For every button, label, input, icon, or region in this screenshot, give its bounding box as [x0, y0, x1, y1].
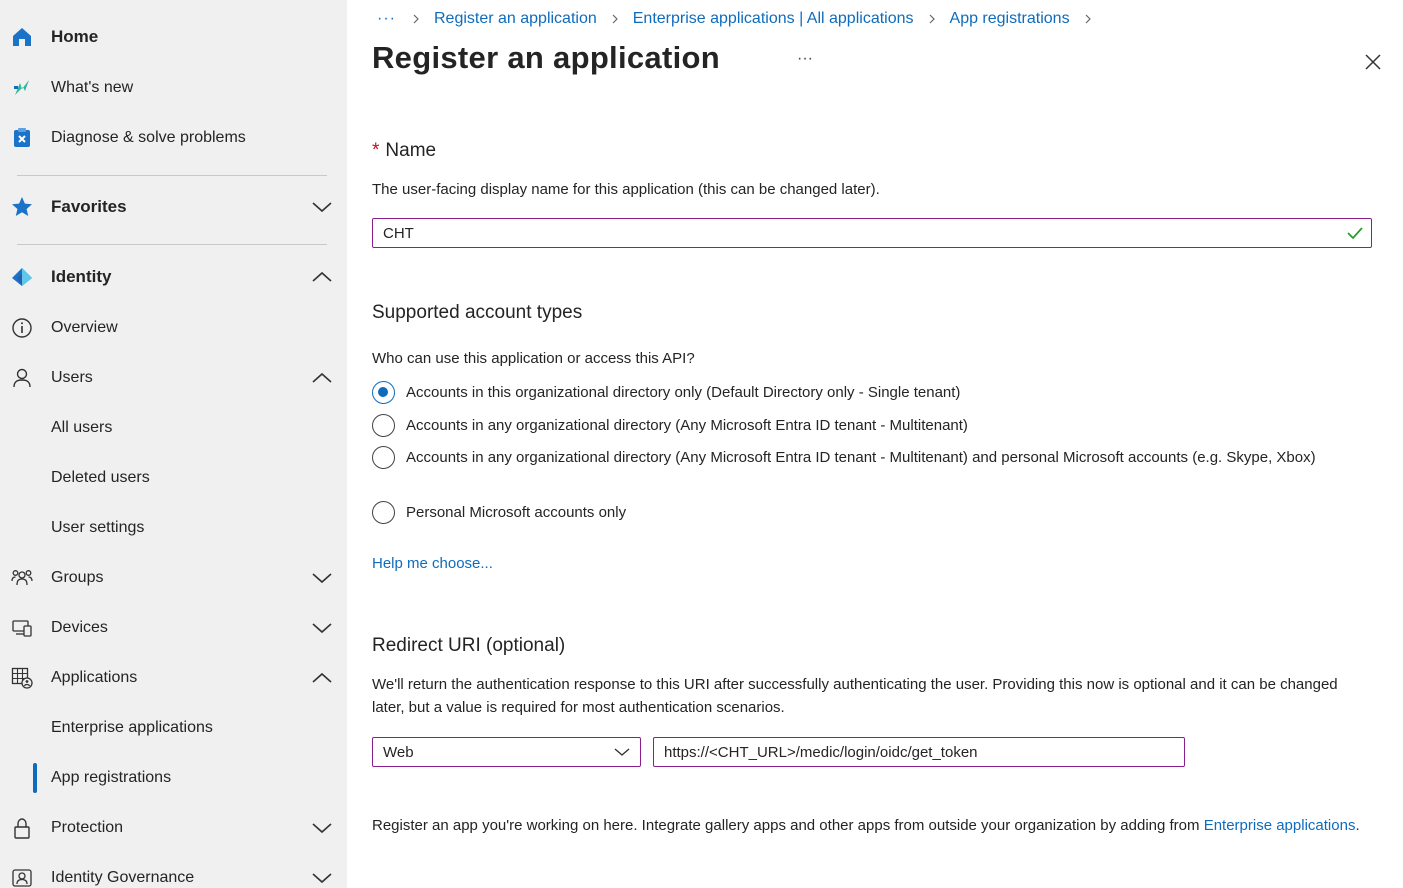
home-icon	[11, 26, 33, 48]
nav-whats-new-label: What's new	[51, 79, 134, 96]
nav-protection-label: Protection	[51, 819, 124, 836]
name-label	[372, 140, 436, 162]
page-more-button[interactable]: ···	[797, 50, 813, 67]
chevron-down-icon	[311, 821, 333, 835]
devices-icon	[11, 617, 33, 639]
nav-protection[interactable]	[0, 803, 347, 853]
nav-favorites[interactable]	[0, 182, 347, 232]
lock-icon	[11, 817, 33, 839]
nav-enterprise-applications[interactable]	[0, 703, 347, 753]
nav-enterprise-applications-label: Enterprise applications	[51, 719, 213, 736]
footer-note	[372, 814, 1372, 837]
account-type-option-label: Accounts in this organizational directory only (Default Directory only - Single tenant)	[406, 384, 961, 401]
diagnose-icon	[11, 127, 33, 149]
platform-select-value: Web	[383, 743, 414, 761]
nav-applications[interactable]	[0, 653, 347, 703]
chevron-down-icon	[614, 747, 630, 757]
whats-new-icon	[11, 77, 33, 99]
nav-groups[interactable]	[0, 553, 347, 603]
breadcrumb-enterprise-applications[interactable]: Enterprise applications | All applications	[632, 10, 914, 27]
nav-app-registrations-label: App registrations	[51, 769, 172, 786]
nav-user-settings[interactable]	[0, 503, 347, 553]
redirect-uri-input[interactable]	[653, 737, 1185, 767]
identity-icon	[11, 266, 33, 288]
nav-users-label: Users	[51, 369, 93, 386]
main-content	[347, 0, 1403, 888]
breadcrumb-register-application[interactable]: Register an application	[433, 10, 597, 27]
person-icon	[11, 367, 33, 389]
close-icon[interactable]	[1363, 52, 1383, 72]
chevron-down-icon	[311, 621, 333, 635]
page-title: Register an application	[372, 40, 720, 75]
name-label-text: Name	[385, 140, 437, 161]
redirect-uri-description: We'll return the authentication response to this URI after successfully authenticating the user. Providing this now is optional and it can be changed later, but a value is required for most authentication scenarios.	[372, 676, 1338, 716]
chevron-up-icon	[311, 270, 333, 284]
breadcrumb	[377, 8, 1106, 30]
chevron-down-icon	[311, 871, 333, 885]
nav-all-users-label: All users	[51, 419, 113, 436]
redirect-uri-heading: Redirect URI (optional)	[372, 635, 566, 656]
chevron-right-icon	[1084, 14, 1092, 24]
identity-governance-icon	[11, 867, 33, 888]
nav-home[interactable]	[0, 12, 347, 62]
nav-overview-label: Overview	[51, 319, 118, 336]
nav-groups-label: Groups	[51, 569, 104, 586]
chevron-right-icon	[928, 14, 936, 24]
account-type-option-multitenant-personal[interactable]	[372, 446, 1372, 469]
radio-button-selected[interactable]	[372, 381, 395, 404]
account-types-question: Who can use this application or access this API?	[372, 350, 695, 367]
nav-overview[interactable]	[0, 303, 347, 353]
sidebar-divider	[17, 175, 327, 176]
account-type-option-label: Accounts in any organizational directory (Any Microsoft Entra ID tenant - Multitenant) and personal Microsoft accounts (e.g. Skype, Xbox)	[406, 449, 1316, 466]
nav-all-users[interactable]	[0, 403, 347, 453]
applications-icon	[11, 667, 33, 689]
groups-icon	[11, 567, 33, 589]
chevron-right-icon	[412, 14, 420, 24]
name-input[interactable]	[372, 218, 1372, 248]
account-type-option-single-tenant[interactable]	[372, 381, 1372, 404]
enterprise-applications-link[interactable]: Enterprise applications	[1203, 817, 1356, 834]
nav-app-registrations[interactable]	[0, 753, 347, 803]
nav-identity-governance[interactable]	[0, 853, 347, 888]
chevron-up-icon	[311, 371, 333, 385]
account-type-option-personal-only[interactable]	[372, 501, 1372, 524]
nav-applications-label: Applications	[51, 669, 138, 686]
nav-identity[interactable]	[0, 252, 347, 302]
account-type-option-label: Personal Microsoft accounts only	[406, 504, 627, 521]
chevron-down-icon	[311, 200, 333, 214]
account-type-option-label: Accounts in any organizational directory (Any Microsoft Entra ID tenant - Multitenant)	[406, 417, 968, 434]
platform-select[interactable]	[372, 737, 641, 767]
nav-favorites-label: Favorites	[51, 197, 127, 216]
nav-devices[interactable]	[0, 603, 347, 653]
sidebar-divider	[17, 244, 327, 245]
info-icon	[11, 317, 33, 339]
nav-whats-new[interactable]	[0, 63, 347, 113]
radio-button[interactable]	[372, 414, 395, 437]
nav-diagnose[interactable]	[0, 113, 347, 163]
nav-deleted-users-label: Deleted users	[51, 469, 150, 486]
radio-button[interactable]	[372, 501, 395, 524]
nav-user-settings-label: User settings	[51, 519, 145, 536]
breadcrumb-app-registrations[interactable]: App registrations	[949, 10, 1070, 27]
chevron-up-icon	[311, 671, 333, 685]
nav-identity-label: Identity	[51, 267, 112, 286]
chevron-down-icon	[311, 571, 333, 585]
footer-period: .	[1355, 817, 1360, 834]
checkmark-icon	[1347, 226, 1363, 240]
nav-home-label: Home	[51, 27, 99, 46]
left-navigation	[0, 0, 347, 888]
required-marker: *	[372, 140, 380, 161]
star-icon	[11, 196, 33, 218]
nav-users[interactable]	[0, 353, 347, 403]
radio-button[interactable]	[372, 446, 395, 469]
account-type-option-multitenant[interactable]	[372, 414, 1372, 437]
footer-text: Register an app you're working on here. Integrate gallery apps and other apps from outside your organization by adding from	[372, 817, 1204, 834]
breadcrumb-more-button[interactable]: ···	[377, 10, 396, 27]
active-indicator	[33, 763, 37, 793]
account-types-heading: Supported account types	[372, 302, 583, 323]
nav-diagnose-label: Diagnose & solve problems	[51, 129, 246, 146]
nav-devices-label: Devices	[51, 619, 108, 636]
help-me-choose-link[interactable]: Help me choose...	[372, 555, 493, 572]
name-description: The user-facing display name for this application (this can be changed later).	[372, 181, 880, 198]
chevron-right-icon	[611, 14, 619, 24]
nav-deleted-users[interactable]	[0, 453, 347, 503]
nav-identity-governance-label: Identity Governance	[51, 869, 195, 886]
